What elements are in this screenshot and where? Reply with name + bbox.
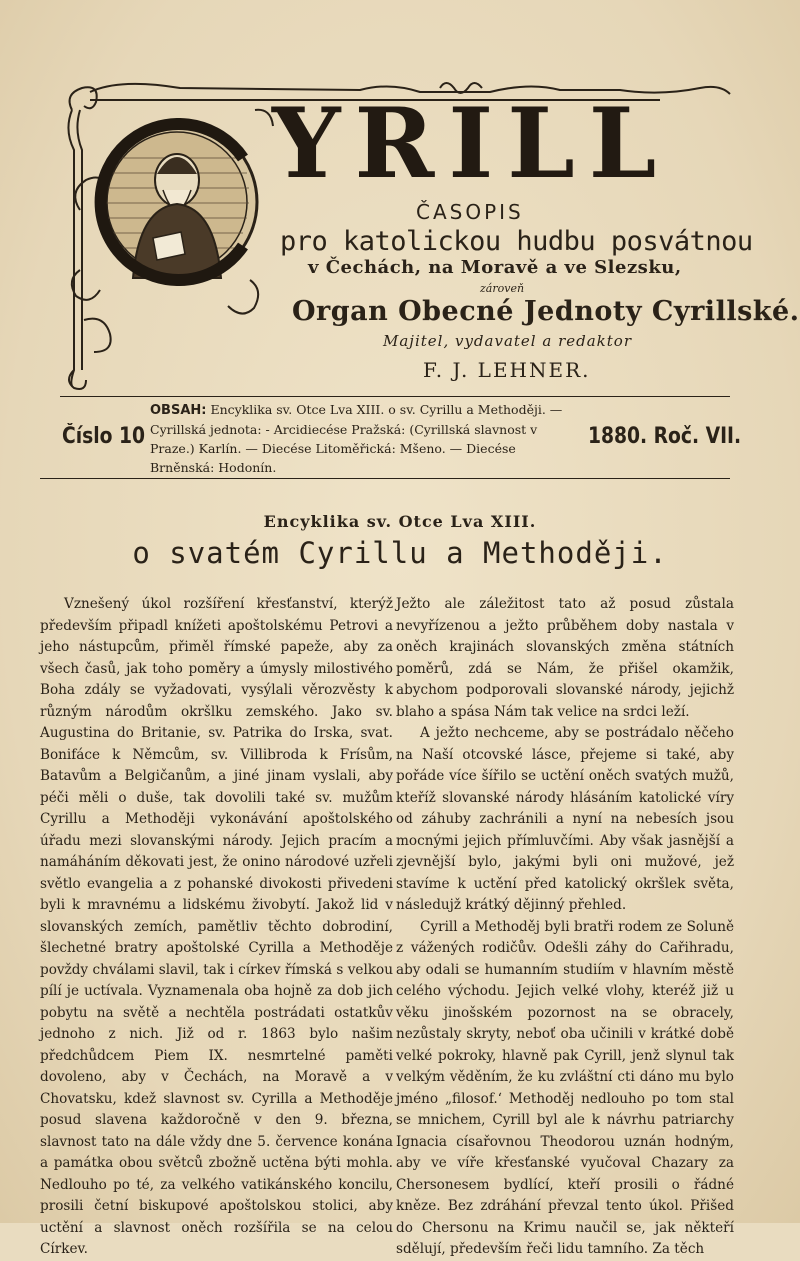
article-paragraph: Cyrill a Methoděj byli bratři rodem ze Soluně z vážených rodičův. Odešli záhy do Cařihradu, aby odali se humanním studiím v hlavním městě celého východu. Jejich velké vlohy, kteréž již u věku jinošském pozornost na se obracely, nezůstaly skryty, neboť oba učinili v krátké době velké pokroky, hlavně pak Cyrill, jenž slynul tak velkým věděním, že ku zvláštní cti dáno mu bylo jméno „filosof.‘ Methoděj nedlouho po tom stal se mnichem, Cyrill byl ale k návrhu patriarchy Ignacia císařovnou Theodorou uznán hodným, aby ve víře křesťanské vyučoval Chazary za Chersonesem bydlící, kteří prosili o řádné kněze. Bez zdráhání převzal tento úkol. Přišed do Chersonu na Krimu naučil se, jak někteří sdělují, především řeči lidu tamního. Za těch bbox=[396, 918, 734, 1257]
article-left-column bbox=[40, 594, 393, 1261]
bottom-rule bbox=[40, 478, 730, 479]
article-right-column bbox=[396, 594, 734, 1261]
table-of-contents bbox=[150, 400, 580, 477]
masthead-zaroven: zároveň bbox=[480, 282, 525, 295]
article-paragraph: A ježto nechceme, aby se postrádalo něčeho na Naší otcovské lásce, přejeme si také, aby pořáde více šířilo se uctění oněch svatých mužů, kteříž slovanské národy hlásáním katolické víry od záhuby zachránili a nyní na nebesích jsou mocnými jejich přímluvčími. Aby však jasnější a zjevnější bylo, jakými byli oni mužové, jež stavíme k uctění před katolický okršlek světa, následujž krátký dějinný přehled. bbox=[396, 725, 734, 913]
masthead-title: YRILL bbox=[272, 87, 671, 200]
top-rule bbox=[60, 396, 730, 397]
masthead-editor: F. J. LEHNER. bbox=[423, 358, 591, 382]
masthead-region: v Čechách, na Moravě a ve Slezsku, bbox=[308, 257, 682, 278]
issue-year: 1880. Roč. VII. bbox=[588, 424, 742, 449]
article-paragraph: Vznešený úkol rozšíření křesťanství, kterýž především připadl knížeti apoštolskému Petrovi a jeho nástupcům, přiměl římské papeže, aby za všech časů, jak toho poměry a úmysly milostivého Boha zdály se vyžadovati, vysýlali věrozvěsty k různým národům okršlku zemského. Jako sv. Augustina do Britanie, sv. Patrika do Irska, svat. Bonifáce k Němcům, sv. Villibroda k Frísům, Batavům a Belgičanům, a jiné jinam vyslali, aby péči měli o duše, tak dovolili také sv. mužům Cyrillu a Methoději vykonávání apoštolského úřadu mezi slovanskými národy. Jejich pracím a namáháním děkovati jest, že onino národové uzřeli světlo evangelia a z pohanské divokosti přivedeni byli k mravnému a lidskému živobytí. Jakož lid v slovanských zemích, pamětliv těchto dobrodiní, šlechetné bratry apoštolské Cyrilla a Methoděje povždy chválami slavil, tak i církev římská s velkou pílí je uctívala. Vyznamenala oba hojně za dob jich pobytu na světě a nechtěla postrádati ostatkův jednoho z nich. Již od r. 1863 bylo našim předchůdcem Piem IX. nesmrtelné paměti dovoleno, aby v Čechách, na Moravě a v Chovatsku, kdež slavnost sv. Cyrilla a Methoděje posud slavena každoročně v den 9. března, slavnost tato na dále vždy dne 5. července konána a památka obou světců zbožně uctěna býti mohla. Nedlouho po té, za velkého vatikánského koncilu, prosili četní biskupové apoštolskou stolici, aby uctění a slavnost oněch rozšířila se na celou Církev. bbox=[40, 596, 393, 1257]
article-kicker: Encyklika sv. Otce Lva XIII. bbox=[263, 512, 537, 531]
article-paragraph: Ježto ale záležitost tato až posud zůstala nevyřízenou a ježto průběhem doby nastala v oněch krajinách slovanských změna státních poměrů, zdá se Nám, že přišel okamžik, abychom podporovali slovanské národy, jejichž blaho a spása Nám tak velice na srdci leží. bbox=[396, 596, 734, 720]
masthead-casopis: ČASOPIS bbox=[416, 200, 524, 224]
masthead-owner-line: Majitel, vydavatel a redaktor bbox=[383, 332, 632, 350]
issue-number: Číslo 10 bbox=[62, 424, 146, 449]
masthead-organ: Organ Obecné Jednoty Cyrillské. bbox=[292, 296, 800, 327]
obsah-label: OBSAH: bbox=[150, 403, 207, 418]
masthead-subtitle: pro katolickou hudbu posvátnou bbox=[280, 226, 753, 257]
initial-letter-c-illustration bbox=[93, 118, 261, 286]
obsah-text: Encyklika sv. Otce Lva XIII. o sv. Cyrillu a Methoději. — Cyrillská jednota: - Arcidiecése Pražská: (Cyrillská slavnost v Praze.) Karlín. — Diecése Litoměřická: Mšeno. — Diecése Brněnská: Hodonín. bbox=[150, 402, 563, 475]
article-title: o svatém Cyrillu a Methoději. bbox=[132, 536, 668, 570]
